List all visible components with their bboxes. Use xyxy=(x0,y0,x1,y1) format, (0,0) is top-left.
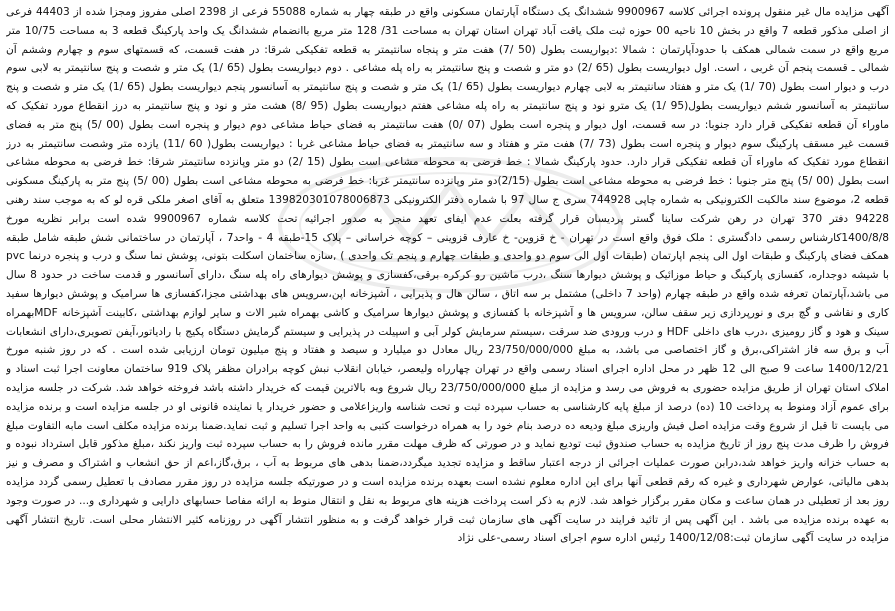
auction-notice xyxy=(6,3,889,607)
notice-body-text: آگهی مزایده مال غیر منقول پرونده اجرائی کلاسه 9900967 ششدانگ یک دستگاه آپارتمان مسکونی واقع در طبقه چهار به شماره 55088 فرعی از 2398 اصلی مفروز ومجزا شده از 44403 فرعی از اصلی مذکور قطعه 7 واقع در بخش 10 ناحیه 00 حوزه ثبت ملک یاقت آباد تهران استان تهران به مساحت 31/ 128 متر مربع باانضمام ششدانگ یک واحد پارکینگ قطعه 3 به مساحت 10/75 متر مربع واقع در سمت شمالی همکف با حدودآپارتمان : شمالا :دیواریست بطول (50 /7) هفت متر و پنجاه سانتیمتر به قطعه تفکیکی شرقا: در هفت قسمت، که قسمتهای سوم و چهارم وششم آن شمالی ـ قسمت پنجم آن غربی ، است. اول دیواریست بطول (65 /2) دو متر و شصت و پنج سانتیمتر به راه پله مشاعی . دوم دیواریست بطول (65 /1) یک متر و شصت و پنج سانتیمتر به لابی سوم درب و دیوار است بطول (70 /1) یک متر و هفتاد سانتیمتر به لابی چهارم دیواریست بطول (65 /1) یک متر و شصت و پنج سانتیمتر به آسانسور پنجم دیواریست بطول (65 /1) یک متر و شصت و پنج سانتیمتر به آسانسور ششم دیواریست بطول(95 /1) یک مترو نود و پنج سانتیمتر به راه پله مشاعی هفتم دیواریست بطول (95 /8) هشت متر و نود و پنج سانتیمتر به درز انقطاع مورد تفکیک که ماوراء آن قطعه تفکیکی قرار دارد جنوبا: در سه قسمت، اول دیوار و پنجره است بطول (07 /0) هفت سانتیمتر به فضای حیاط مشاعی دوم دیوار و پنجره است بطول (00 /5) پنج متر به فضای قسمت غیر مسقف پارکینگ سوم دیوار و پنجره است بطول (73 /7) هفت متر و هفتاد و سه سانتیمتر به فضای حیاط مشاعی غربا : دیواریست بطول( 60 /11) یازده متر وشصت سانتیمتر به درز انقطاع مورد تفکیک که ماوراء آن قطعه تفکیکی قرار دارد. حدود پارکینگ شمالا : خط فرضی به محوطه مشاعی است بطول (15 /2) دو متر وپانزده سانتیمتر شرقا: خط فرضی به محوطه مشاعی است بطول (00 /5) پنج متر جنوبا : خط فرضی به محوطه مشاعی است بطول (2/15)دو متر وپانزده سانتیمتر غربا: خط فرضی به محوطه مشاعی است بطول (00 /5) پنج متر به پارکینگ مسکونی قطعه 2، موضوع سند مالکیت الکترونیکی به شماره چاپی 744928 سری ج سال 97 با شماره دفتر الکترونیکی 139820301078006873 متعلق به آقای اصغر ملکی قره لو که به موجب سند رهنی 94228 دفتر 370 تهران در رهن شرکت ساینا گستر پردیسان قرار گرفته بعلت عدم ایفای تعهد منجر به صدور اجرائیه تحت کلاسه شماره 9900967 شده است برابر نظریه مورخ 1400/8/8کارشناس رسمی دادگستری : ملک فوق واقع است در تهران - خ قزوین- خ عارف قزوینی – کوچه خراسانی – پلاک 15-طبقه 4 - واحد7 ، آپارتمان در ساختمانی شش طبقه شامل طبقه همکف فضای پارکینگ و طبقات اول الی پنجم اپارتمان (طبقات اول الی سوم دو واحدی و طبقات چهارم و پنجم تک واحدی ) ,سازه ساختمان اسکلت بتونی، پوشش نما سنگ و درب و پنجره درنما pvc با شیشه دوجداره، کفسازی پارکینگ و حیاط موزائیک و پوشش دیوارها سنگ ،درب ماشین رو کرکره برقی،کفسازی و پوشش دیوارهای راه پله سنگ ،دارای آسانسور و قدمت ساخت در حدود 8 سال می باشد،آپارتمان تعرفه شده واقع در طبقه چهارم (واحد 7 داخلی) مشتمل بر سه اتاق ، سالن هال و پذیرایی ، آشپزخانه اپن،سرویس های بهداشتی مجزا،کفسازی ها سرامیک و پوشش دیوارها سفید کاری و نقاشی و گچ بری و نورپردازی زیر سقف سالن، سرویس ها و آشپزخانه با کفسازی و پوشش دیوارها سرامیک و کاشی بهمراه شیر الات و سایر لوازم بهداشتی ،کابینت آشپزخانه MDFبهمراه سینک و هود و گاز رومیزی ،درب های داخلی HDF و درب ورودی ضد سرقت ،سیستم سرمایش کولر آبی و اسپیلت در پذیرایی و سیستم گرمایش دستگاه پکیج با رادیاتور،آیفن تصویری،دارای انشعابات آب و برق سه فاز اشتراکی،برق و گاز اختصاصی می باشد، به مبلغ 23/750/000/000 ریال معادل دو میلیارد و سیصد و هفتاد و پنج میلیون تومان ارزیابی شده است . که در روز شنبه مورخ 1400/12/21 ساعت 9 صبح الی 12 ظهر در محل اداره اجرای اسناد رسمی واقع در تهران چهارراه ولیعصر، خیابان انقلاب نبش کوچه برادران مظفر پلاک 919 ساختمان معاونت اجرا ثبت اسناد و املاک استان تهران از طریق مزایده حضوری به فروش می رسد و مزایده از مبلغ 23/750/000/000 ریال شروع وبه بالاترین قیمت که خریدار داشته باشد فروخته خواهد شد. شرکت در جلسه مزایده برای عموم آزاد ومنوط به پرداخت 10 (ده) درصد از مبلغ پایه کارشناسی به حساب سپرده ثبت و تحت شناسه واریزاعلامی و حضور خریدار یا نماینده قانونی او در جلسه مزایده است و برنده مزایده می بایست تا قبل از شروع وقت مزایده اصل فیش واریزی مبلغ ودیعه ده درصد بنام خود را به همراه درخواست کتبی به واحد اجرا تسلیم و ثبت نماید.ضمنا برنده مزایده مکلف است مابه التفاوت مبلغ فروش را ظرف مدت پنج روز از تاریخ مزایده به حساب صندوق ثبت تودیع نماید و در صورتی که ظرف مهلت مقرر مانده فروش را به حساب سپرده ثبت واریز نکند ،مبلغ مذکور قابل استرداد نبوده و به حساب خزانه واریز خواهد شد،درابن صورت عملیات اجرائی از درجه اعتبار ساقط و مزایده تجدید میگردد،ضمنا بدهی های مربوط به آب ، برق،گاز،اعم از حق انشعاب و اشتراک و مصرف و نیز بدهی مالیاتی، عوارض شهرداری و غیره که رقم قطعی آنها برای این اداره معلوم نشده است بعهده برنده مزایده است و در صورتیکه جلسه مزایده در روز مقرر مصادف با تعطیل رسمی گردد مزایده روز بعد از تعطیلی در همان ساعت و مکان مقرر برگزار خواهد شد. لازم به ذکر است پرداخت هزینه های مربوط به نقل و انتقال منوط به ارائه مفاصا حسابهای دارایی و شهرداری و... در صورت وجود به عهده برنده مزایده می باشد . این آگهی پس از تائید فرایند در سایت آگهی های سازمان ثبت قرار خواهد گرفت و به منظور انتشار آگهی در روزنامه کثیر الانتشار محلی است. تاریخ انتشار آگهی مزایده در سایت آگهی سازمان ثبت:1400/12/08 رئیس اداره سوم اجرای اسناد رسمی-علی نژاد xyxy=(6,6,889,545)
